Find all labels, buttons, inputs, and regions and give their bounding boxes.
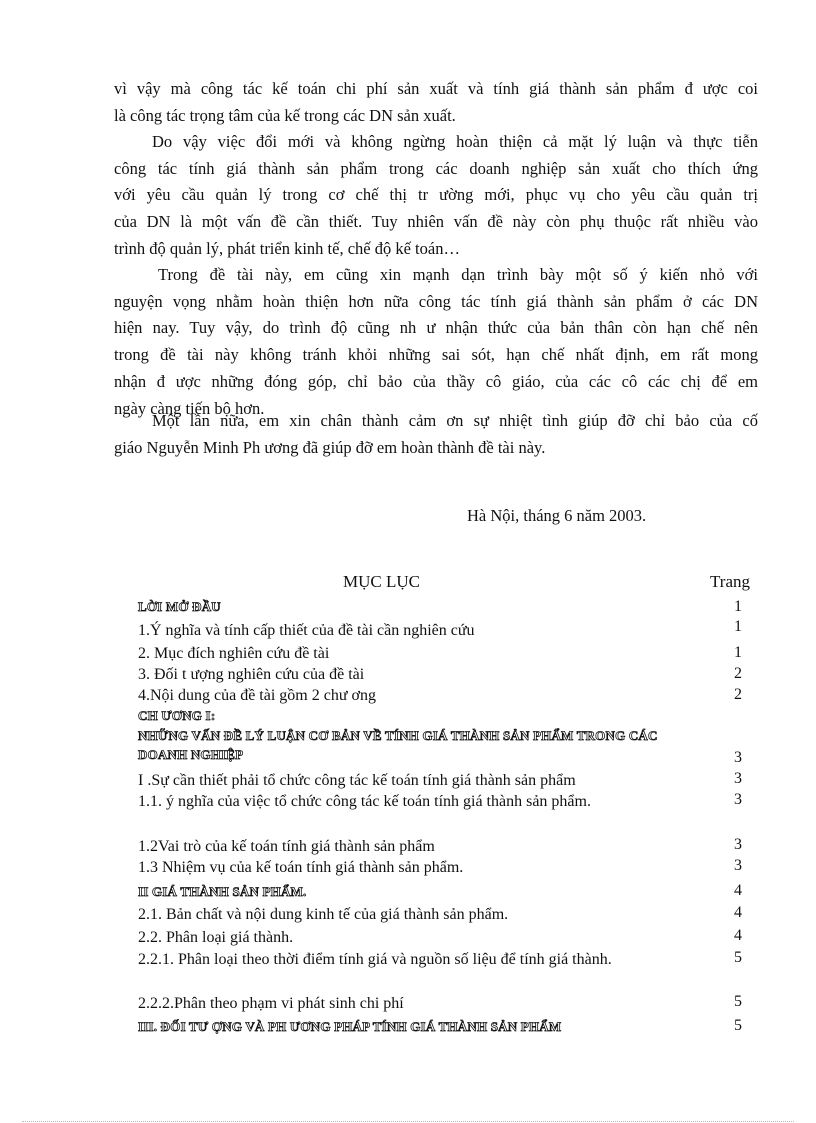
toc-entry-page: 3 xyxy=(734,791,742,808)
dateline: Hà Nội, tháng 6 năm 2003. xyxy=(467,506,647,525)
toc-page-header: Trang xyxy=(710,572,750,591)
text-line: Trong đề tài này, em cũng xin mạnh dạn trình bày một số ý kiến nhỏ với xyxy=(158,265,758,284)
toc-entry-text: CH ƯƠNG I: xyxy=(138,708,216,723)
text-line: là công tác trọng tâm của kế trong các DN sản xuất. xyxy=(114,105,456,125)
text-line: trình độ quản lý, phát triển kinh tế, chế độ kế toán… xyxy=(114,238,460,258)
toc-entry-text: LỜI MỞ ĐẦU xyxy=(138,599,221,614)
toc-entry-text: 2. Mục đích nghiên cứu đề tài xyxy=(138,645,330,662)
text-line: nhận đ ược những đóng góp, chỉ bảo của thầy cô giáo, của các cô các chị để em xyxy=(114,371,758,391)
paragraph-thanks xyxy=(114,408,758,461)
toc-entry-text: NHỮNG VẤN ĐỀ LÝ LUẬN CƠ BẢN VỀ TÍNH GIÁ THÀNH SẢN PHẨM TRONG CÁC DOANH NGHIỆP xyxy=(138,728,658,762)
text-line: Do vậy việc đổi mới và không ngừng hoàn thiện cả mặt lý luận và thực tiễn xyxy=(152,132,758,151)
text-line: ngày càng tiến bộ hơn. xyxy=(114,398,265,418)
toc-entry-text: 3. Đối t ượng nghiên cứu của đề tài xyxy=(138,666,365,683)
toc-entry-text: 4.Nội dung của đề tài gồm 2 chư ơng xyxy=(138,687,376,704)
paragraph-intro-continuation xyxy=(114,76,758,129)
toc-entry-page: 2 xyxy=(734,665,742,682)
text-line: hiện nay. Tuy vậy, do trình độ cũng nh ư nhận thức của bản thân còn hạn chế nên xyxy=(114,318,758,338)
toc-entry-text: 1.2Vai trò của kế toán tính giá thành sản phẩm xyxy=(138,838,435,855)
text-line: nguyện vọng nhằm hoàn thiện hơn nữa công tác tính giá thành sản phẩm ở các DN xyxy=(114,291,758,311)
toc-entry-text: 2.2. Phân loại giá thành. xyxy=(138,929,294,946)
toc-entry-text: II GIÁ THÀNH SẢN PHẨM. xyxy=(138,884,307,899)
toc-entry-page: 3 xyxy=(734,770,742,787)
text-line: công tác tính giá thành sản phẩm trong các doanh nghiệp sản xuất cho thích ứng xyxy=(114,158,758,178)
text-line: của DN là một vấn đề cần thiết. Tuy nhiên vấn đề này còn phụ thuộc rất nhiều vào xyxy=(114,212,758,232)
toc-entry-text: 1.3 Nhiệm vụ của kế toán tính giá thành sản phẩm. xyxy=(138,859,464,876)
toc-entry-page: 5 xyxy=(734,949,742,966)
text-line: Một lần nữa, em xin chân thành cảm ơn sự nhiệt tình giúp đỡ chỉ bảo của cố xyxy=(152,411,758,430)
toc-entry-page: 1 xyxy=(734,618,742,635)
text-line: vì vậy mà công tác kế toán chi phí sản xuất và tính giá thành sản phẩm đ ược coi xyxy=(114,79,758,98)
toc-entry-page: 4 xyxy=(734,927,742,944)
paragraph-renovation xyxy=(114,129,758,263)
toc-entry-page: 5 xyxy=(734,1017,742,1034)
toc-entry-page: 2 xyxy=(734,686,742,703)
toc-entry-page: 3 xyxy=(734,857,742,874)
toc-entry-text: 2.2.2.Phân theo phạm vi phát sinh chi phí xyxy=(138,995,404,1012)
text-line: trong đề tài này không tránh khỏi những sai sót, hạn chế nhất định, em rất mong xyxy=(114,345,758,365)
text-line: giáo Nguyễn Minh Ph ương đã giúp đỡ em hoàn thành đề tài này. xyxy=(114,437,546,457)
page-bottom-divider xyxy=(22,1121,794,1122)
toc-entry-page: 1 xyxy=(734,644,742,661)
toc-entry-text: 1.1. ý nghĩa của việc tổ chức công tác kế toán tính giá thành sản phẩm. xyxy=(138,793,591,810)
toc-entry-page: 4 xyxy=(734,904,742,921)
toc-entry-text: 2.1. Bản chất và nội dung kinh tế của giá thành sản phẩm. xyxy=(138,906,509,923)
toc-entry-page: 5 xyxy=(734,993,742,1010)
paragraph-thesis-aim xyxy=(114,262,758,422)
toc-entry-page: 3 xyxy=(734,749,742,766)
toc-entry-text: 1.Ý nghĩa và tính cấp thiết của đề tài cần nghiên cứu xyxy=(138,622,475,639)
toc-entry-text: I .Sự cần thiết phải tổ chức công tác kế toán tính giá thành sản phẩm xyxy=(138,772,576,789)
text-line: với yêu cầu quản lý trong cơ chế thị tr ường mới, phục vụ cho yêu cầu quản trị xyxy=(114,185,758,205)
toc-entry-text: III. ĐỐI TƯ ỢNG VÀ PH ƯƠNG PHÁP TÍNH GIÁ THÀNH SẢN PHẨM xyxy=(138,1019,562,1034)
toc-entry-text: 2.2.1. Phân loại theo thời điểm tính giá và nguồn số liệu để tính giá thành. xyxy=(138,951,612,968)
toc-entry-page: 1 xyxy=(734,598,742,615)
toc-title: MỤC LỤC xyxy=(343,572,420,591)
toc-entry-page: 4 xyxy=(734,882,742,899)
toc-entry-page: 3 xyxy=(734,836,742,853)
